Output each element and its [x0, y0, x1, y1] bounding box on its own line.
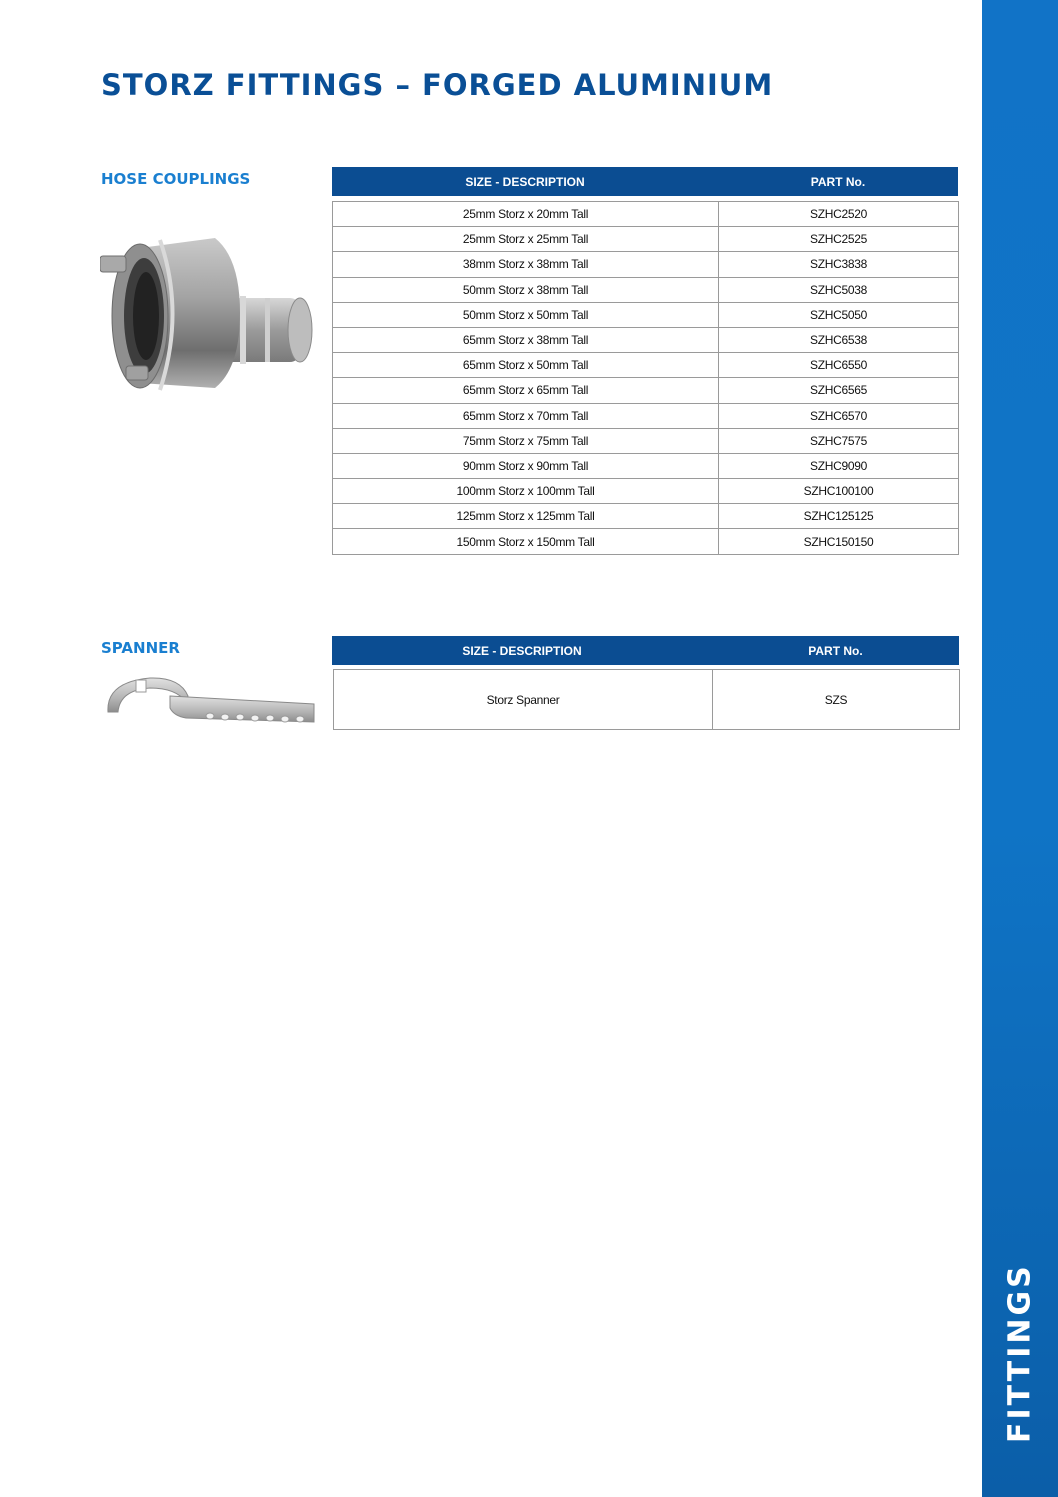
column-header-description: SIZE - DESCRIPTION	[462, 643, 582, 658]
table-row	[333, 504, 959, 529]
description-cell: 65mm Storz x 38mm Tall	[333, 327, 719, 352]
part-number-cell: SZHC100100	[719, 479, 959, 504]
part-number-cell: SZHC7575	[719, 428, 959, 453]
description-cell: 25mm Storz x 20mm Tall	[333, 202, 719, 227]
part-number-cell: SZHC6565	[719, 378, 959, 403]
part-number-cell: SZHC2520	[719, 202, 959, 227]
spanner-table-header	[332, 636, 959, 665]
description-cell: 150mm Storz x 150mm Tall	[333, 529, 719, 554]
part-number-cell: SZHC9090	[719, 453, 959, 478]
description-cell: 75mm Storz x 75mm Tall	[333, 428, 719, 453]
spanner-image	[100, 672, 318, 728]
description-cell: 65mm Storz x 65mm Tall	[333, 378, 719, 403]
description-cell: 90mm Storz x 90mm Tall	[333, 453, 719, 478]
description-cell: 25mm Storz x 25mm Tall	[333, 227, 719, 252]
part-number-cell: SZHC6550	[719, 353, 959, 378]
part-number-cell: SZHC125125	[719, 504, 959, 529]
table-row	[333, 353, 959, 378]
part-number-cell: SZHC5050	[719, 302, 959, 327]
hose-couplings-table-header	[332, 167, 958, 196]
spanner-table	[333, 669, 960, 730]
table-row	[333, 529, 959, 554]
column-header-part-no: PART No.	[810, 174, 866, 189]
description-cell: 50mm Storz x 38mm Tall	[333, 277, 719, 302]
table-row	[333, 428, 959, 453]
table-row	[333, 252, 959, 277]
description-cell: 38mm Storz x 38mm Tall	[333, 252, 719, 277]
part-number-cell: SZHC6538	[719, 327, 959, 352]
hose-couplings-table	[332, 201, 959, 555]
hose-coupling-image	[100, 218, 315, 398]
table-row	[333, 453, 959, 478]
description-cell: 100mm Storz x 100mm Tall	[333, 479, 719, 504]
part-number-cell: SZHC6570	[719, 403, 959, 428]
part-number-cell: SZHC5038	[719, 277, 959, 302]
table-row	[333, 227, 959, 252]
part-number-cell: SZHC2525	[719, 227, 959, 252]
table-row	[333, 327, 959, 352]
table-row	[333, 403, 959, 428]
part-number-cell: SZS	[713, 670, 960, 730]
table-row	[333, 378, 959, 403]
table-row	[333, 202, 959, 227]
description-cell: Storz Spanner	[334, 670, 713, 730]
hose-couplings-heading: HOSE COUPLINGS	[101, 170, 251, 188]
spanner-heading: SPANNER	[101, 639, 180, 657]
description-cell: 65mm Storz x 70mm Tall	[333, 403, 719, 428]
side-tab-label: FITTINGS	[1002, 1263, 1038, 1443]
table-row	[333, 302, 959, 327]
table-row	[334, 670, 960, 730]
column-header-part-no: PART No.	[808, 643, 863, 658]
table-row	[333, 277, 959, 302]
page-title: STORZ FITTINGS – FORGED ALUMINIUM	[101, 68, 774, 102]
description-cell: 50mm Storz x 50mm Tall	[333, 302, 719, 327]
table-row	[333, 479, 959, 504]
description-cell: 65mm Storz x 50mm Tall	[333, 353, 719, 378]
part-number-cell: SZHC150150	[719, 529, 959, 554]
column-header-description: SIZE - DESCRIPTION	[465, 174, 585, 189]
description-cell: 125mm Storz x 125mm Tall	[333, 504, 719, 529]
part-number-cell: SZHC3838	[719, 252, 959, 277]
